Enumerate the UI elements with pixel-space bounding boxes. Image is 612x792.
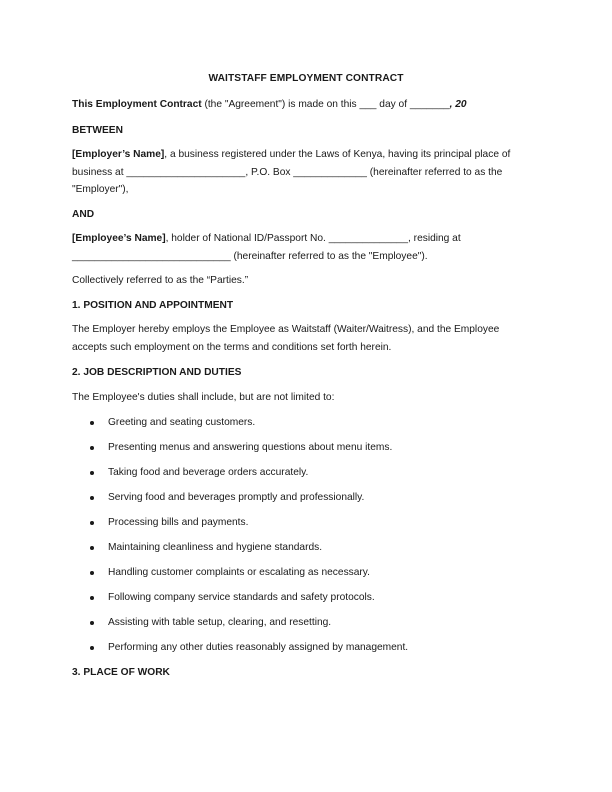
duty-text: Maintaining cleanliness and hygiene standards. — [108, 542, 323, 553]
intro-text: (the "Agreement") is made on this ___ day of _______ — [201, 99, 450, 110]
document-title: WAITSTAFF EMPLOYMENT CONTRACT — [208, 73, 404, 84]
duty-text: Handling customer complaints or escalating as necessary. — [108, 567, 370, 578]
employee-line2: ____________________________ (hereinafter referred to as the "Employee"). — [72, 250, 428, 262]
bullet-icon — [90, 521, 94, 525]
section3-heading: 3. PLACE OF WORK — [72, 667, 170, 678]
intro-paragraph — [72, 96, 542, 114]
section1-line2: accepts such employment on the terms and conditions set forth herein. — [72, 341, 392, 353]
section1-paragraph — [72, 321, 542, 356]
bullet-icon — [90, 471, 94, 475]
section1-heading: 1. POSITION AND APPOINTMENT — [72, 300, 234, 311]
employee-name: [Employee’s Name] — [72, 233, 166, 244]
duty-text: Presenting menus and answering questions about menu items. — [108, 442, 393, 453]
bullet-icon — [90, 646, 94, 650]
employee-paragraph — [72, 230, 542, 265]
employer-name: [Employer’s Name] — [72, 149, 165, 160]
duty-text: Greeting and seating customers. — [108, 417, 256, 428]
bullet-icon — [90, 546, 94, 550]
duty-text: Taking food and beverage orders accurately. — [108, 467, 309, 478]
employer-line2: business at _____________________, P.O. Box _____________ (hereinafter referred to as the — [72, 166, 503, 178]
bullet-icon — [90, 571, 94, 575]
bullet-icon — [90, 421, 94, 425]
bullet-icon — [90, 496, 94, 500]
employer-paragraph — [72, 146, 542, 199]
employer-line1: , a business registered under the Laws of Kenya, having its principal place of — [164, 149, 511, 160]
intro-year: , 20 — [449, 99, 467, 110]
between-heading: BETWEEN — [72, 125, 123, 136]
section2-intro: The Employee's duties shall include, but are not limited to: — [72, 392, 335, 403]
duty-text: Assisting with table setup, clearing, and resetting. — [108, 617, 332, 628]
employee-line1: , holder of National ID/Passport No. ______________, residing at — [165, 233, 461, 244]
section2-heading: 2. JOB DESCRIPTION AND DUTIES — [72, 367, 242, 378]
bullet-icon — [90, 621, 94, 625]
intro-bold-lead: This Employment Contract — [72, 99, 202, 110]
parties-text: Collectively referred to as the “Parties.” — [72, 275, 249, 286]
duty-text: Serving food and beverages promptly and professionally. — [108, 492, 365, 503]
and-heading: AND — [72, 209, 95, 220]
employer-line3: "Employer"), — [72, 184, 129, 195]
section1-line1: The Employer hereby employs the Employee as Waitstaff (Waiter/Waitress), and the Employee — [72, 324, 500, 335]
duty-text: Processing bills and payments. — [108, 517, 249, 528]
duty-text: Following company service standards and safety protocols. — [108, 592, 375, 603]
bullet-icon — [90, 446, 94, 450]
duty-text: Performing any other duties reasonably assigned by management. — [108, 642, 409, 653]
bullet-icon — [90, 596, 94, 600]
